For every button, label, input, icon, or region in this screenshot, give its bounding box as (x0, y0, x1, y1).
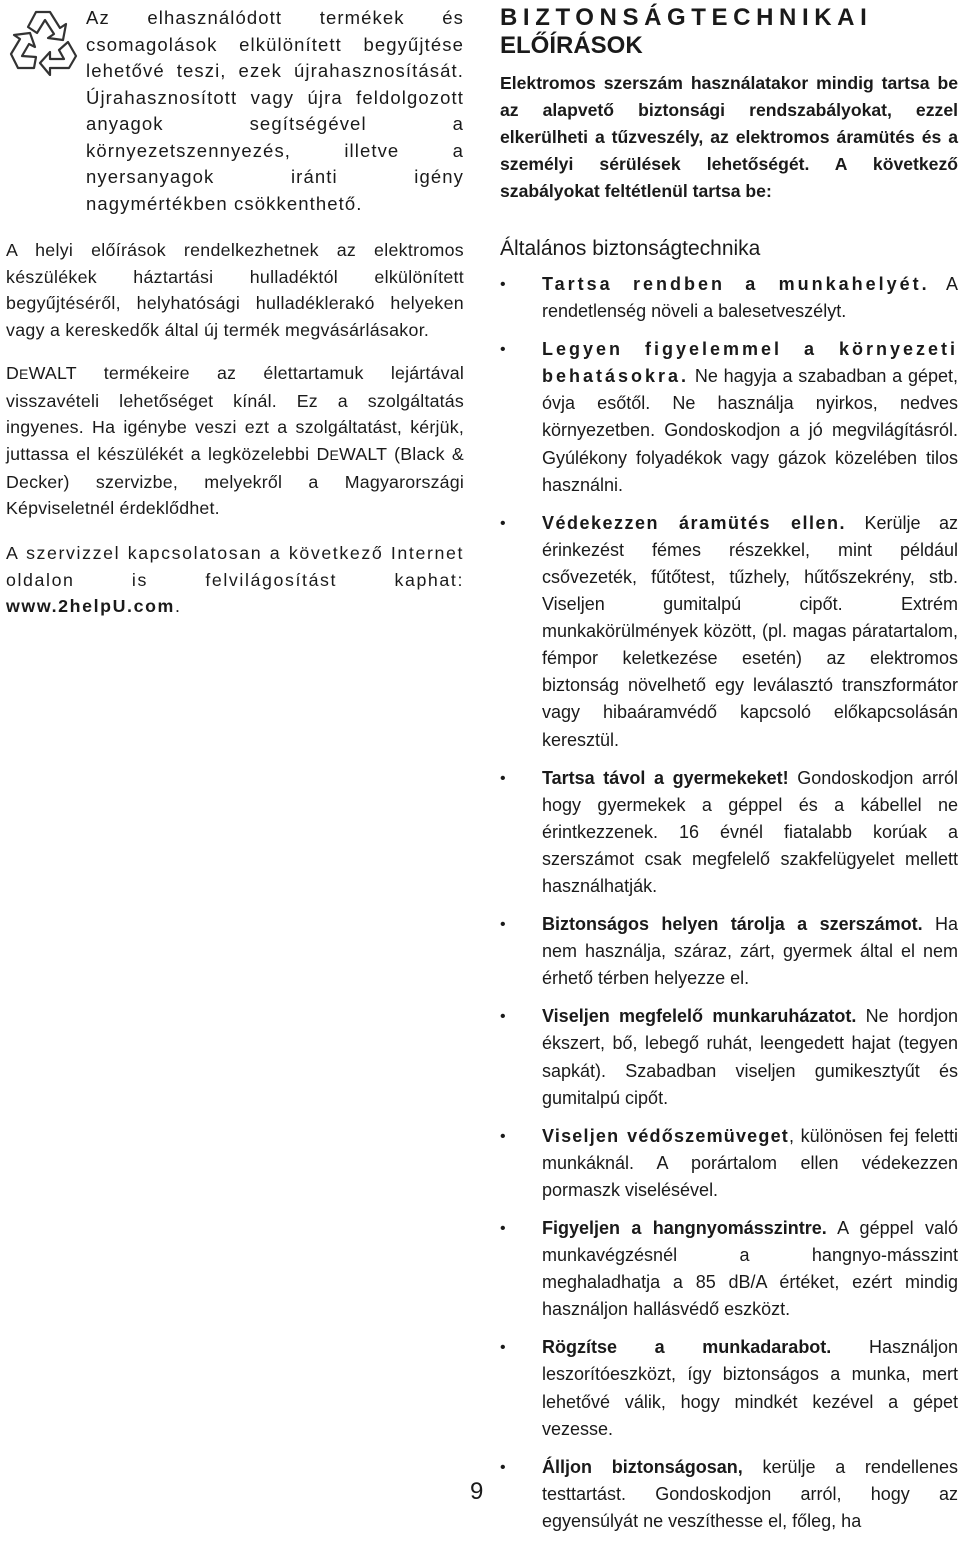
service-info-end: . (174, 596, 182, 617)
rule-title: Tartsa rendben a munkahelyét. (542, 274, 930, 294)
list-item (500, 510, 958, 754)
rule-title: Tartsa távol a gyermekeket! (542, 767, 789, 788)
local-regulations-paragraph: A helyi előírások rendelkezhetnek az elektromos készülékek háztartási hulladéktól elkülönített begyűjtéséről, helyhatósági hulladéklerakó helyeken vagy a kereskedők által új termék megvásárlásakor. (6, 240, 464, 341)
rule-text: kerülje a rendellenes testtartást. Gondoskodjon arról, hogy az egyensúlyát ne veszíthesse el, főleg, ha (542, 1456, 958, 1531)
list-item (500, 1334, 958, 1442)
rule-text: A géppel való munkavégzésnél a hangnyo-másszint meghaladhatja a 85 dB/A értéket, ezért mindig használjon hallásvédő eszközt. (542, 1218, 958, 1320)
brand-rest: WALT (28, 362, 77, 383)
list-item (500, 1215, 958, 1323)
list-item (500, 1003, 958, 1111)
safety-title (500, 4, 958, 60)
brand-small-cap: E (19, 365, 29, 382)
takeback-text-2: (Black & Decker) szervizbe, melyekről a Magyarországi Képviseletnél érdeklődhet. (6, 443, 464, 519)
list-item (500, 911, 958, 992)
rule-text: Kerülje az érinkezést fémes részekkel, mint például csővezeték, fűtőtest, tűzhely, hűtőszekrény, stb. Viseljen gumitalpú cipőt. Extrém munkakörülmények között, (pl. magas páratartalom, fémpor keletkezése esetén) az elektromos biztonság növelhető egy leválasztó transzformátor vagy hibaáramvédő kapcsoló előkapcsolásán keresztül. (542, 512, 958, 750)
rule-text: Használjon leszorítóeszközt, így biztonságos a munka, mert lehetővé válik, hogy mindkét kezével a gépet vezesse. (542, 1337, 958, 1439)
list-item (500, 336, 958, 499)
page-number: 9 (470, 1478, 484, 1505)
rule-title: Védekezzen áramütés ellen. (542, 512, 847, 533)
list-item (500, 765, 958, 900)
safety-rules-list (500, 271, 958, 1535)
rule-text: Ne hagyja a szabadban a gépet, óvja esőtől. Ne használja nyirkos, nedves környezetben. Gondoskodjon a jó megvilágításról. Gyúlékony folyadékok vagy gázok közelében tilos használni. (542, 366, 958, 495)
safety-lead: Elektromos szerszám használatakor mindig tartsa be az alapvető biztonsági rendszabályokat, ezzel elkerülheti a tűzveszély, az elektromos áramütés és a személyi sérülések lehetőségét. A következő szabályokat feltétlenül tartsa be: (500, 73, 958, 201)
service-url-link[interactable]: www.2helpU.com (6, 596, 175, 617)
general-safety-heading: Általános biztonságtechnika (500, 237, 761, 260)
rule-title: Viseljen megfelelő munkaruházatot. (542, 1006, 857, 1027)
list-item (500, 1454, 958, 1535)
intro-text: Az elhasználódott termékek és csomagolások elkülönített begyűjtése lehetővé teszi, ezek újrahasznosítását. Újrahasznosított vagy újra feldolgozott anyagok segítségével a környezetszennyezés, illetve a nyersanyagok iránti igény nagymértékben csökkenthető. (86, 7, 464, 214)
rule-title: Álljon biztonságosan, (542, 1456, 743, 1477)
safety-title-line2: ELŐÍRÁSOK (500, 32, 643, 59)
rule-text: Ha nem használja, száraz, zárt, gyermek által el nem érhető térben helyezze el. (542, 914, 958, 989)
safety-title-line1: BIZTONSÁGTECHNIKAI (500, 4, 873, 31)
rule-title: Viseljen védőszemüveget (542, 1125, 789, 1146)
brand-initial: D (6, 362, 20, 383)
rule-title: Biztonságos helyen tárolja a szerszámot. (542, 914, 923, 935)
brand-rest-2: WALT (339, 443, 387, 464)
service-info-paragraph (6, 540, 464, 620)
right-column (500, 0, 958, 1546)
recycling-intro (86, 0, 464, 217)
rule-title: Rögzítse a munkadarabot. (542, 1337, 832, 1358)
rule-text: A rendetlenség növeli a balesetveszélyt. (542, 274, 958, 322)
recycle-icon (6, 6, 82, 76)
list-item (500, 1123, 958, 1204)
rule-text: Gondoskodjon arról hogy gyermekek a géppel és a kábellel ne érintkezzenek. 16 évnél fiatalabb korúak a szerszámot csak megfelelő szakfelügyelet mellett használhatják. (542, 767, 958, 896)
service-info-text: A szervizzel kapcsolatosan a következő Internet oldalon is felvilágosítást kaphat: (6, 543, 464, 590)
takeback-text: termékeire az élettartamuk lejártával visszavételi lehetőséget kínál. Ez a szolgáltatás ingyenes. Ha igénybe veszi ezt a szolgáltatást, kérjük, juttassa el készülékét a legközelebbi (6, 362, 464, 464)
brand-small-cap-2: E (329, 446, 340, 463)
rule-text: Ne hordjon ékszert, bő, lebegő ruhát, leengedett hajat (tegyen sapkát). Szabadban viseljen gumikesztyűt és gumitalpú cipőt. (542, 1006, 958, 1108)
dewalt-takeback-paragraph (6, 360, 464, 522)
rule-title: Legyen figyelemmel a környezeti behatásokra. (542, 339, 958, 387)
left-column (6, 0, 464, 620)
brand-initial-2: D (316, 443, 330, 464)
rule-text: , különösen fej feletti munkáknál. A porártalom ellen védekezzen pormaszk viselésével. (542, 1125, 958, 1200)
rule-title: Figyeljen a hangnyomásszintre. (542, 1218, 827, 1238)
list-item (500, 271, 958, 325)
